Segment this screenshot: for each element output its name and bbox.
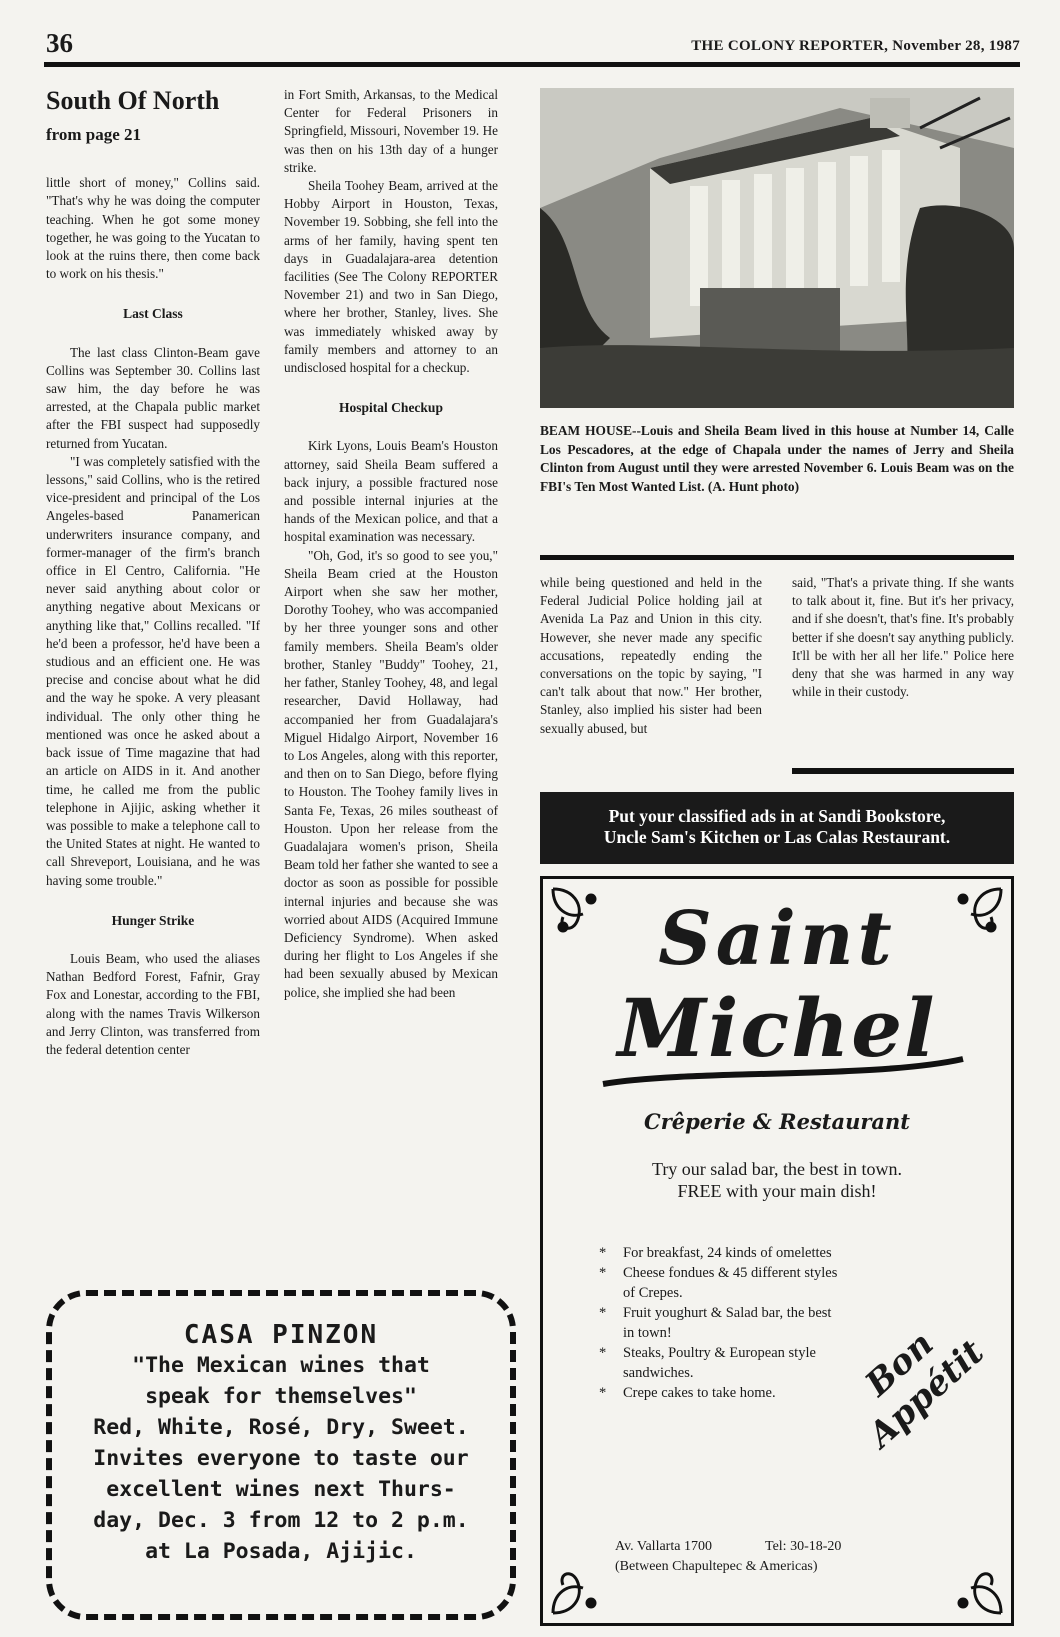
list-item: * Crepe cakes to take home. bbox=[599, 1383, 839, 1403]
article-paragraph: "Oh, God, it's so good to see you," Sheila Beam cried at the Houston Airport when she saw her mother, Dorothy Toohey, who was accompanied by her three younger sons and other family members. Sheila Beam's older brother, Stanley "Buddy" Toohey, 21, her father, Stanley Toohey, 48, and legal researcher, David Hollaway, had accompanied her from Guadalajara's Miguel Hidalgo Airport, November 16 to Los Angeles, along with this reporter, and then on to San Diego, before flying to Houston. The Toohey family lives in Santa Fe, Texas, 26 miles southeast of Houston. Upon her release from the Guadalajara women's prison, Sheila Beam told her father she wanted to see a doctor as soon as possible for possible internal injuries and because she was worried about AIDS (Acquired Immune Deficiency Syndrome). When asked during her flight to Los Angeles if she had been sexually abused by Mexican police, she implied she had been bbox=[284, 547, 498, 1000]
ad-phone: Tel: 30-18-20 bbox=[765, 1539, 842, 1554]
casa-line: at La Posada, Ajijic. bbox=[145, 1539, 417, 1564]
ad-between: (Between Chapultepec & Americas) bbox=[615, 1559, 818, 1574]
casa-line: "The Mexican wines that bbox=[132, 1353, 430, 1378]
saint-michel-ad bbox=[540, 876, 1014, 1626]
casa-pinzon-title: CASA PINZON bbox=[183, 1320, 379, 1350]
casa-line: Red, White, Rosé, Dry, Sweet. bbox=[93, 1415, 469, 1440]
article-column-2 bbox=[284, 86, 498, 1002]
banner-line-1: Put your classified ads in at Sandi Bookstore, bbox=[608, 806, 946, 826]
column-end-rule bbox=[792, 768, 1014, 774]
article-paragraph: Kirk Lyons, Louis Beam's Houston attorney, said Sheila Beam suffered a back injury, a possible fractured nose and possible internal injuries at the hands of the Mexican police, and that a hospital examination was necessary. bbox=[284, 438, 498, 545]
article-paragraph: little short of money," Collins said. "That's why he was doing the computer teaching. When he got some money together, he was going to the Yucatan to look at the ruins there, then come back to work on his thesis." bbox=[46, 175, 260, 282]
classified-ads-banner bbox=[540, 792, 1014, 864]
article-paragraph: The last class Clinton-Beam gave Collins was September 30. Collins last saw him, the day before he was arrested, at the Chapala public market after the FBI suspect had supposedly returned from Yucatan. bbox=[46, 344, 260, 451]
beam-house-photo bbox=[540, 88, 1014, 408]
saint-michel-logo-line-2: Michel bbox=[617, 981, 937, 1075]
header-rule bbox=[44, 62, 1020, 67]
article-paragraph: while being questioned and held in the Federal Judicial Police holding jail at Avenida La Paz and Union in this city. However, she never made any specific accusations, repeatedly ending the conversations on the topic by saying, "I can't talk about that now." Her brother, Stanley, also implied his sister had been sexually abused, but bbox=[540, 575, 762, 736]
casa-line: excellent wines next Thurs- bbox=[106, 1477, 456, 1502]
ad-offer-line-1: Try our salad bar, the best in town. bbox=[651, 1159, 903, 1179]
ad-menu-list bbox=[599, 1243, 839, 1403]
article-subtitle: from page 21 bbox=[46, 125, 142, 144]
ad-offer-line-2: FREE with your main dish! bbox=[677, 1181, 877, 1201]
article-paragraph: in Fort Smith, Arkansas, to the Medical Center for Federal Prisoners in Springfield, Missouri, November 19. He was then on his 13th day of a hunger strike. bbox=[284, 87, 498, 175]
ad-tagline: Crêperie & Restaurant bbox=[643, 1109, 911, 1134]
publication-header: THE COLONY REPORTER, November 28, 1987 bbox=[691, 38, 1020, 54]
article-column-4 bbox=[792, 574, 1014, 701]
list-item: * Steaks, Poultry & European style sandwiches. bbox=[599, 1343, 839, 1383]
bon-appetit-script: Bon Appétit bbox=[857, 1323, 992, 1456]
subheading-last-class: Last Class bbox=[123, 306, 183, 322]
article-paragraph: Sheila Toohey Beam, arrived at the Hobby Airport in Houston, Texas, November 19. Sobbing, she fell into the arms of her family, having spent ten days in Guadalajara-area detention facilities (See The Colony REPORTER November 21) and two in San Diego, where her brother, Stanley, lives. She was immediately whisked away by family members and attorney to an undisclosed hospital for a checkup. bbox=[284, 178, 498, 376]
subheading-hunger-strike: Hunger Strike bbox=[111, 912, 195, 928]
article-title: South Of North bbox=[46, 86, 220, 115]
page-number: 36 bbox=[46, 28, 73, 58]
list-item: * Cheese fondues & 45 different styles of Crepes. bbox=[599, 1263, 839, 1303]
casa-line: Invites everyone to taste our bbox=[93, 1446, 469, 1471]
photo-caption: BEAM HOUSE--Louis and Sheila Beam lived in this house at Number 14, Calle Los Pescadores, at the edge of Chapala under the names of Jerry and Sheila Clinton from August until they were arrested November 6. Louis Beam was on the FBI's Ten Most Wanted List. (A. Hunt photo) bbox=[540, 423, 1014, 494]
article-column-1 bbox=[46, 86, 260, 1059]
caption-rule bbox=[540, 555, 1014, 560]
subheading-hospital-checkup: Hospital Checkup bbox=[339, 400, 443, 416]
banner-line-2: Uncle Sam's Kitchen or Las Calas Restaurant. bbox=[603, 827, 951, 847]
casa-line: day, Dec. 3 from 12 to 2 p.m. bbox=[93, 1508, 469, 1533]
article-paragraph: "I was completely satisfied with the lessons," said Collins, who is the retired vice-president and principal of the Los Angeles-based Panamerican underwriters insurance company, and former-manager of the firm's branch office in El Centro, California. "He never said anything about color or anything negative about Mexicans or anything like that," Collins recalled. "If he'd been a professor, he'd have been a studious and an efficient one. He was precise and concise about what he did and the way he spoke. A very pleasant individual. The only other thing he mentioned was once he asked about a back issue of Time magazine that had an article on AIDS in it. And another time, he called me from the public telephone in Ajijic, asking whether it was possible to make a telephone call to the United States at night. He wanted to call Shreveport, Louisiana, and he was having some trouble." bbox=[46, 453, 260, 888]
saint-michel-logo-line-1: Saint bbox=[658, 896, 896, 982]
casa-pinzon-ad bbox=[46, 1290, 516, 1620]
list-item: * Fruit youghurt & Salad bar, the best in town! bbox=[599, 1303, 839, 1343]
list-item: * For breakfast, 24 kinds of omelettes bbox=[599, 1243, 839, 1263]
article-paragraph: said, "That's a private thing. If she wants to talk about it, fine. But it's her privacy, and if she doesn't, that's fine. It's probably better if she doesn't say anything publicly. It'll be with her all her life." Police here deny that she was harmed in any way while in their custody. bbox=[792, 575, 1014, 700]
casa-line: speak for themselves" bbox=[145, 1384, 417, 1409]
article-paragraph: Louis Beam, who used the aliases Nathan Bedford Forest, Fafnir, Gray Fox and Lonestar, according to the FBI, along with the names Travis Wilkerson and Jerry Clinton, was transferred from the federal detention center bbox=[46, 950, 260, 1057]
article-column-3 bbox=[540, 574, 762, 738]
house-photo-illustration bbox=[540, 88, 1014, 408]
ad-address: Av. Vallarta 1700 bbox=[615, 1539, 712, 1554]
